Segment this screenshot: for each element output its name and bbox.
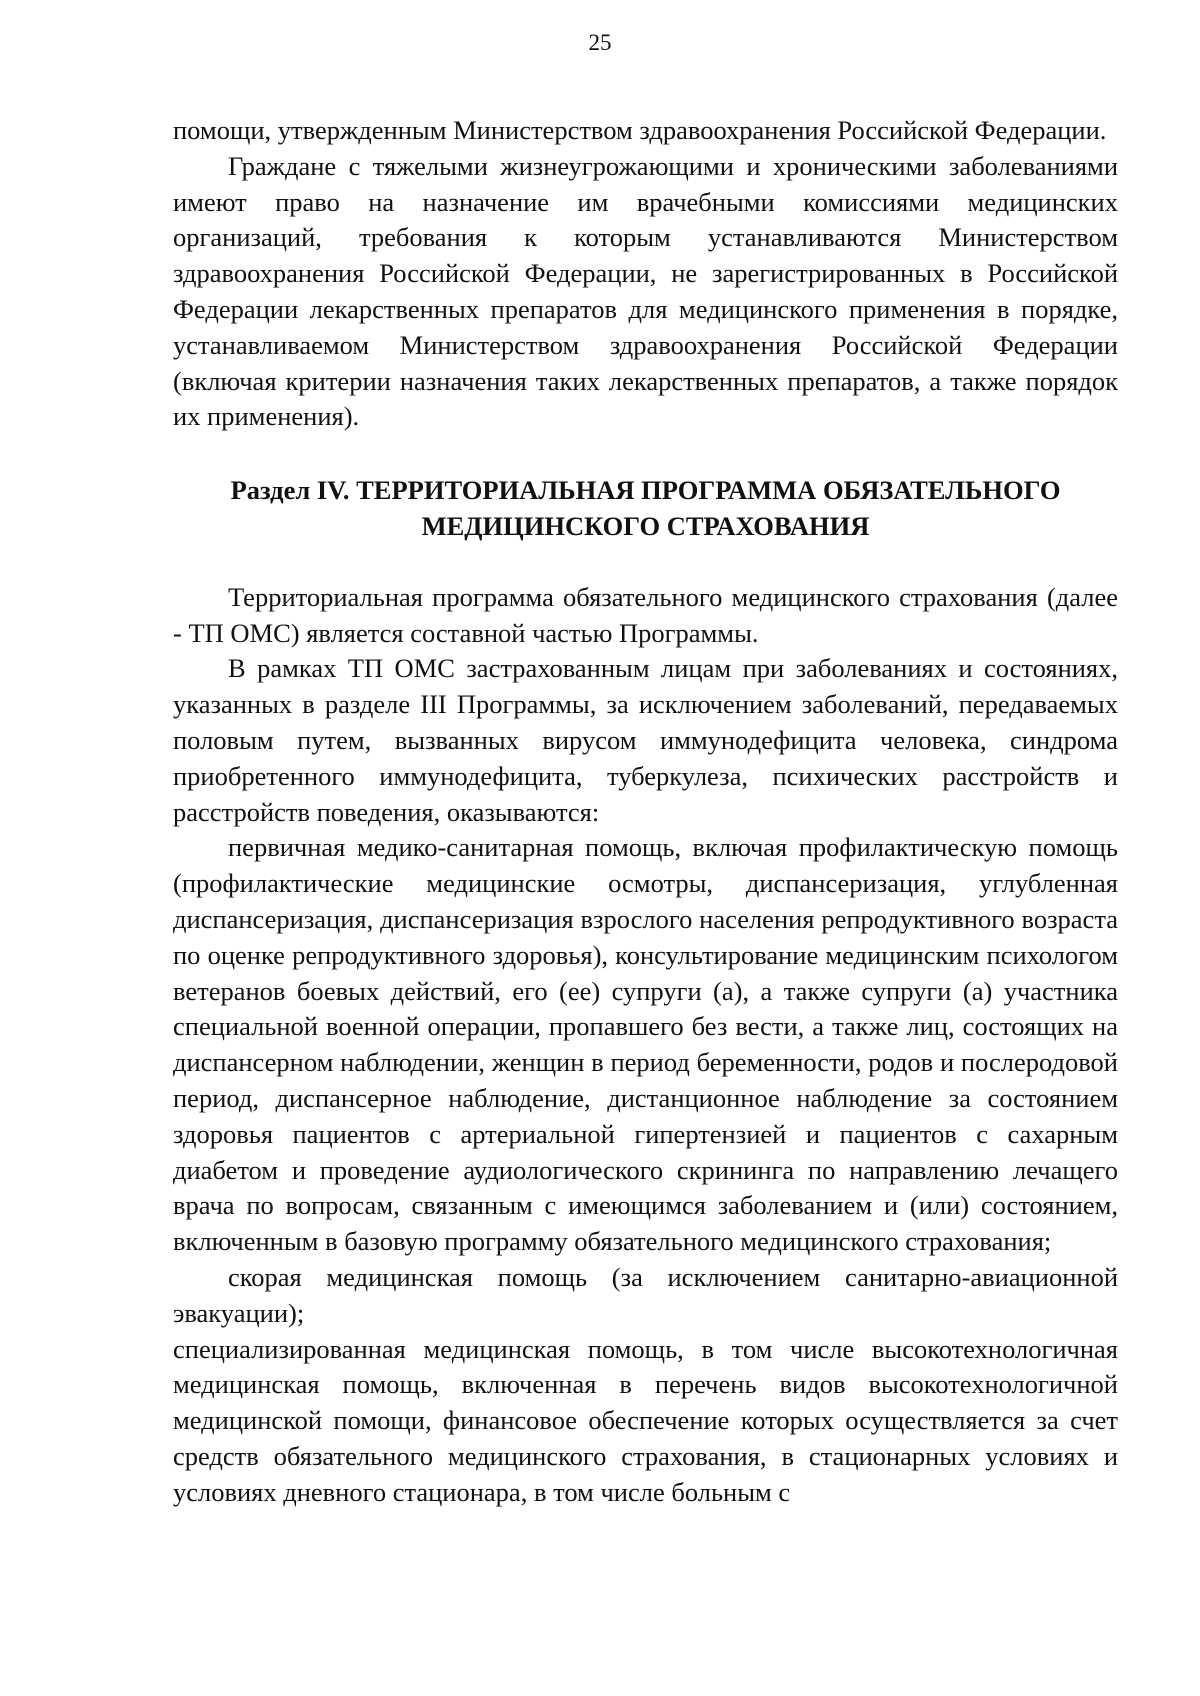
paragraph: Граждане с тяжелыми жизнеугрожающими и хроническими заболеваниями имеют право на назначение им врачебными комиссиями медицинских организаций, требования к которым устанавливаются Министерством здравоохранения Российской Федерации, не зарегистрированных в Российской Федерации лекарственных препаратов для медицинского применения в порядке, устанавливаемом Министерством здравоохранения Российской Федерации (включая критерии назначения таких лекарственных препаратов, а также порядок их применения).: [173, 150, 1118, 432]
paragraph: скорая медицинская помощь (за исключением санитарно-авиационной эвакуации);: [173, 1261, 1118, 1328]
document-body: [173, 113, 1118, 1510]
section-heading: [173, 473, 1118, 545]
paragraph: специализированная медицинская помощь, в том числе высокотехнологичная медицинская помощь, включенная в перечень видов высокотехнологичной медицинской помощи, финансовое обеспечение которых осуществляется за счет средств обязательного медицинского страхования, в стационарных условиях и условиях дневного стационара, в том числе больным с: [173, 1333, 1118, 1507]
section-heading-line: Раздел IV. ТЕРРИТОРИАЛЬНАЯ ПРОГРАММА ОБЯЗАТЕЛЬНОГО: [230, 475, 1061, 506]
paragraph: помощи, утвержденным Министерством здравоохранения Российской Федерации.: [173, 115, 1107, 145]
page-number: 25: [588, 30, 612, 55]
paragraph: Территориальная программа обязательного медицинского страхования (далее - ТП ОМС) является составной частью Программы.: [173, 581, 1118, 648]
paragraph: В рамках ТП ОМС застрахованным лицам при заболеваниях и состояниях, указанных в разделе III Программы, за исключением заболеваний, передаваемых половым путем, вызванных вирусом иммунодефицита человека, синдрома приобретенного иммунодефицита, туберкулеза, психических расстройств и расстройств поведения, оказываются:: [173, 653, 1118, 827]
paragraph: первичная медико-санитарная помощь, включая профилактическую помощь (профилактические медицинские осмотры, диспансеризация, углубленная диспансеризация, диспансеризация взрослого населения репродуктивного возраста по оценке репродуктивного здоровья), консультирование медицинским психологом ветеранов боевых действий, его (ее) супруги (а), а также супруги (а) участника специальной военной операции, пропавшего без вести, а также лиц, состоящих на диспансерном наблюдении, женщин в период беременности, родов и послеродовой период, диспансерное наблюдение, дистанционное наблюдение за состоянием здоровья пациентов с артериальной гипертензией и пациентов с сахарным диабетом и проведение аудиологического скрининга по направлению лечащего врача по вопросам, связанным с имеющимся заболеванием и (или) состоянием, включенным в базовую программу обязательного медицинского страхования;: [173, 832, 1118, 1257]
section-heading-line: МЕДИЦИНСКОГО СТРАХОВАНИЯ: [421, 510, 870, 541]
